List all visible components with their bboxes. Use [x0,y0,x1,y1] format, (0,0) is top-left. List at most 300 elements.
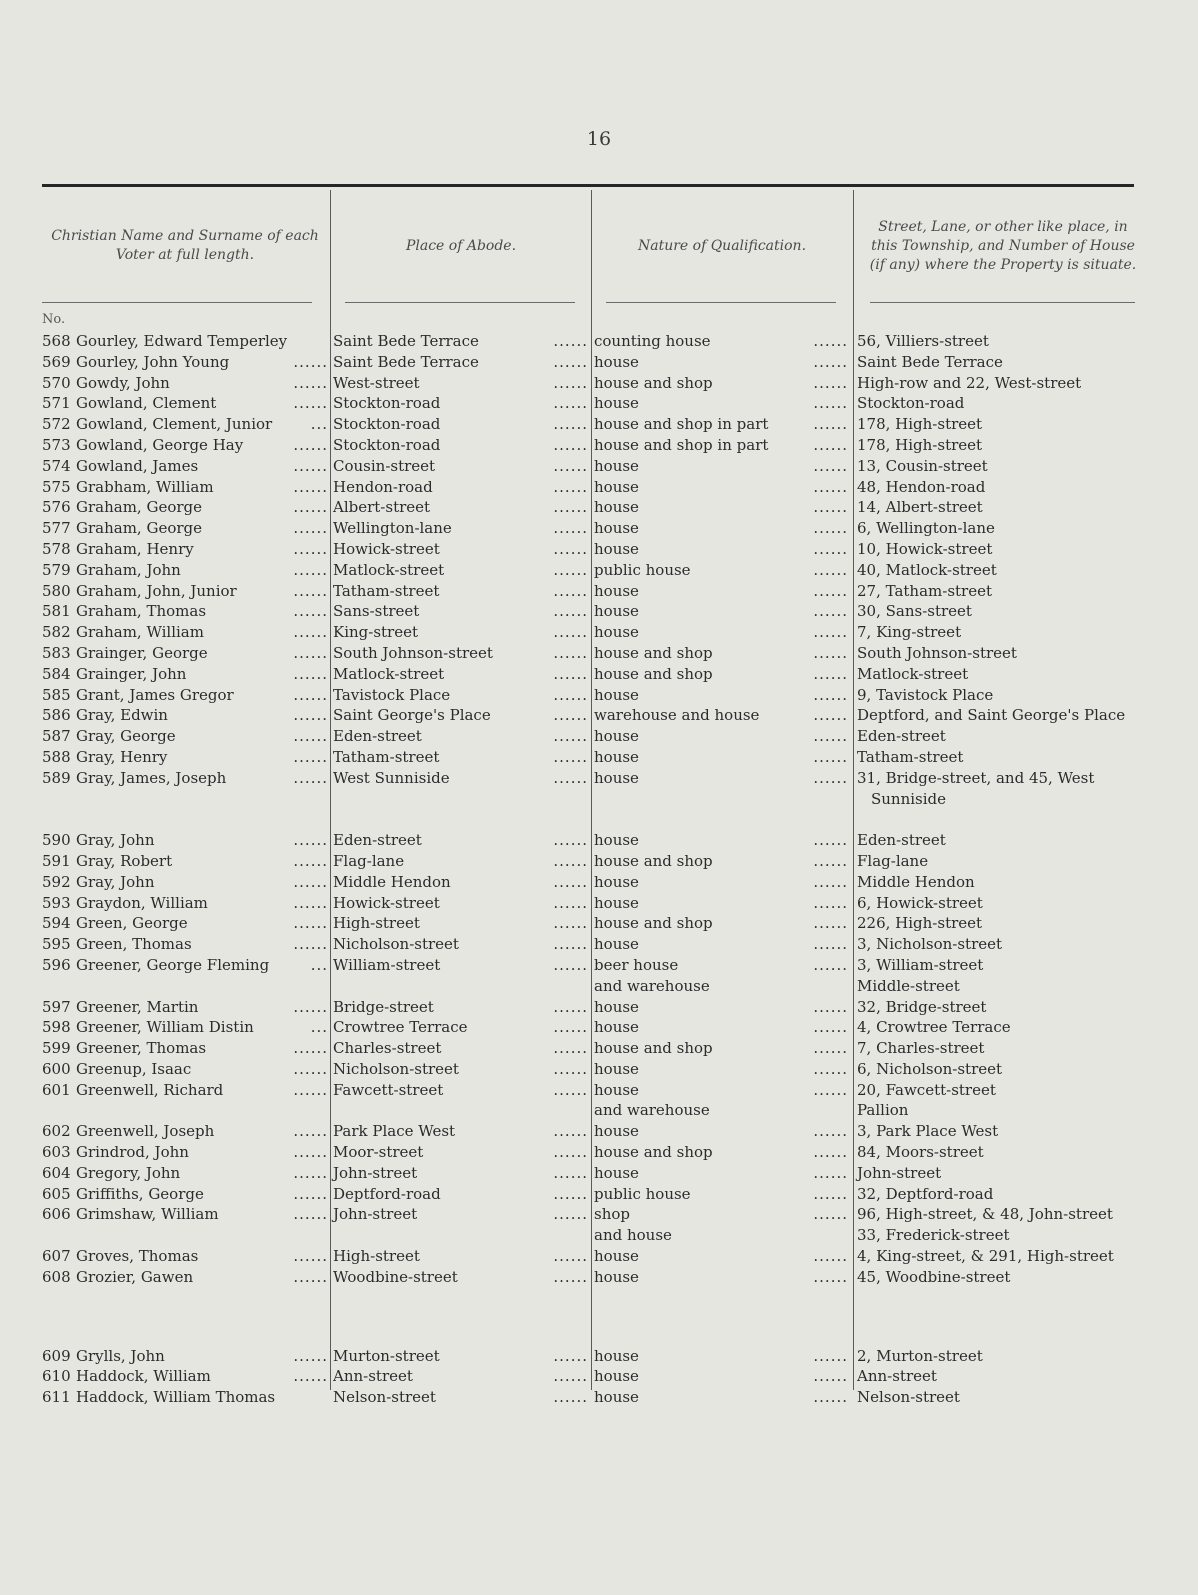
place-of-abode [333,497,590,518]
place-of-abode [333,477,590,498]
property-street-text: Pallion [857,1101,909,1120]
property-street-text: 3, Nicholson-street [857,935,1003,954]
dot-leader [848,1225,850,1246]
place-of-abode [333,1080,590,1101]
dot-leader: ...... [293,1059,328,1078]
header-qualification: Nature of Qualification. [637,237,807,254]
property-street [857,830,1147,851]
property-street-text: Matlock-street [857,664,969,683]
voter-name-text: Gowland, Clement, Junior [76,415,273,434]
qualification [594,747,850,768]
qualification [594,477,850,498]
place-of-abode [333,830,590,851]
dot-leader: ...... [813,685,848,704]
qualification [594,373,850,394]
voter-name [76,601,330,622]
qualification-text: shop [594,1205,630,1224]
voter-row [0,1246,1198,1267]
voter-name-text: Groves, Thomas [76,1247,199,1266]
voter-number: 607 [42,1247,71,1266]
voter-name-text: Gray, John [76,872,155,891]
qualification [594,664,850,685]
property-street [857,1017,1147,1038]
qualification-text: house and shop [594,373,713,392]
qualification [594,331,850,352]
place-of-abode-text: Middle Hendon [333,872,451,891]
property-street [857,352,1147,373]
qualification [594,1017,850,1038]
property-street-text: 14, Albert-street [857,498,983,517]
dot-leader: ...... [813,1039,848,1058]
qualification-text: public house [594,560,691,579]
qualification [594,726,850,747]
qualification [594,539,850,560]
dot-leader: ...... [553,1184,588,1203]
voter-row [0,560,1198,581]
dot-leader: ...... [293,623,328,642]
voter-name-text: Gowland, George Hay [76,435,244,454]
place-of-abode [333,1267,590,1288]
dot-leader: ...... [553,1163,588,1182]
dot-leader: ...... [553,477,588,496]
property-street [857,373,1147,394]
dot-leader: ...... [553,560,588,579]
number-column-label: No. [42,312,66,327]
place-of-abode [333,435,590,456]
property-street [857,1267,1147,1288]
dot-leader: ...... [553,914,588,933]
qualification [594,581,850,602]
dot-leader: ...... [553,893,588,912]
property-street [857,331,1147,352]
qualification [594,518,850,539]
dot-leader: ... [310,415,328,434]
voter-name [76,560,330,581]
voter-number: 599 [42,1039,71,1058]
qualification [594,643,850,664]
qualification [594,622,850,643]
property-street-text: 178, High-street [857,415,983,434]
property-street-text: 30, Sans-street [857,602,972,621]
voter-name-text: Haddock, William [76,1367,211,1386]
voter-name-text: Greener, Thomas [76,1039,207,1058]
voter-name [76,768,330,789]
voter-name-text: Gregory, John [76,1163,181,1182]
dot-leader: ...... [293,851,328,870]
voter-row [0,373,1198,394]
dot-leader: ...... [813,997,848,1016]
dot-leader: ...... [293,1122,328,1141]
voter-name-text: Gray, James, Joseph [76,768,227,787]
place-of-abode [333,643,590,664]
voter-number: 585 [42,685,71,704]
qualification-text: house [594,872,639,891]
dot-leader: ...... [553,997,588,1016]
voter-name [76,622,330,643]
dot-leader: ...... [553,519,588,538]
property-street [857,1246,1147,1267]
place-of-abode [333,872,590,893]
dot-leader: ...... [293,602,328,621]
qualification-text: house [594,768,639,787]
dot-leader: ...... [293,456,328,475]
voter-row [0,872,1198,893]
voter-name-text: Haddock, William Thomas [76,1388,276,1407]
dot-leader: ...... [813,1122,848,1141]
voter-row [0,664,1198,685]
top-rule [42,184,1134,187]
property-street-text: 6, Nicholson-street [857,1059,1003,1078]
place-of-abode-text: Matlock-street [333,664,445,683]
voter-name [76,1017,330,1038]
dot-leader: ...... [553,1059,588,1078]
voter-name [76,1059,330,1080]
voter-name [76,1267,330,1288]
voter-row [0,1204,1198,1225]
voter-name [76,393,330,414]
property-street [857,872,1147,893]
place-of-abode [333,997,590,1018]
voter-name-text: Greener, William Distin [76,1018,254,1037]
property-street-text: 84, Moors-street [857,1143,984,1162]
voter-row [0,393,1198,414]
voter-name-text: Grant, James Gregor [76,685,234,704]
voter-row [0,581,1198,602]
qualification [594,456,850,477]
voter-row [0,456,1198,477]
place-of-abode [333,1059,590,1080]
voter-number: 604 [42,1163,71,1182]
header-rule-1 [42,302,312,303]
dot-leader: ...... [813,1388,848,1407]
dot-leader: ...... [293,1080,328,1099]
property-street-text: South Johnson-street [857,643,1017,662]
qualification-text: house and shop [594,851,713,870]
qualification [594,1225,850,1246]
qualification-text: house and shop in part [594,435,769,454]
property-street [857,435,1147,456]
place-of-abode [333,331,590,352]
voter-row [0,830,1198,851]
qualification [594,1100,850,1121]
dot-leader: ...... [553,851,588,870]
dot-leader: ...... [813,893,848,912]
property-street [857,685,1147,706]
place-of-abode-text: Wellington-lane [333,519,452,538]
voter-number: 579 [42,560,71,579]
header-place-of-abode: Place of Abode. [405,237,517,254]
qualification [594,497,850,518]
property-street [857,414,1147,435]
place-of-abode [333,581,590,602]
dot-leader: ...... [813,623,848,642]
dot-leader: ...... [293,706,328,725]
dot-leader: ...... [553,706,588,725]
dot-leader: ...... [293,498,328,517]
place-of-abode-text: Tatham-street [333,581,440,600]
voter-row [0,1184,1198,1205]
voter-name-text: Greenwell, Richard [76,1080,224,1099]
qualification [594,560,850,581]
place-of-abode-text: Moor-street [333,1143,424,1162]
property-street [857,1121,1147,1142]
dot-leader: ...... [813,727,848,746]
property-street [857,456,1147,477]
qualification-text: house [594,602,639,621]
voter-number: 602 [42,1122,71,1141]
qualification [594,1038,850,1059]
property-street [857,1204,1147,1225]
qualification-text: house [594,1247,639,1266]
dot-leader: ...... [553,1039,588,1058]
voter-name [76,477,330,498]
place-of-abode [333,1184,590,1205]
property-street [857,497,1147,518]
dot-leader: ...... [293,1367,328,1386]
property-street [857,1038,1147,1059]
voter-number: 595 [42,935,71,954]
place-of-abode-text: Nicholson-street [333,1059,459,1078]
qualification [594,893,850,914]
property-street [857,1387,1147,1408]
voter-name [76,1246,330,1267]
qualification [594,1346,850,1367]
property-street [857,477,1147,498]
dot-leader: ...... [293,1163,328,1182]
place-of-abode-text: Charles-street [333,1039,442,1058]
voter-name [76,497,330,518]
property-street [857,1225,1147,1246]
qualification-text: house and shop [594,1039,713,1058]
qualification-text: house [594,1122,639,1141]
property-street-text: 32, Deptford-road [857,1184,994,1203]
place-of-abode-text: King-street [333,623,419,642]
dot-leader: ...... [293,394,328,413]
dot-leader: ...... [813,914,848,933]
property-street [857,726,1147,747]
qualification [594,601,850,622]
qualification-text: house [594,1059,639,1078]
qualification-text: beer house [594,955,679,974]
property-street-text: John-street [857,1163,942,1182]
voter-number: 610 [42,1367,71,1386]
property-street [857,1142,1147,1163]
property-street [857,934,1147,955]
property-street [857,768,1147,810]
voter-name [76,664,330,685]
place-of-abode [333,664,590,685]
voter-row [0,685,1198,706]
dot-leader: ...... [553,581,588,600]
dot-leader: ...... [293,664,328,683]
voter-name-text: Gourley, Edward Temperley [76,332,288,350]
property-street-text: 27, Tatham-street [857,581,993,600]
voter-number: 578 [42,539,71,558]
property-street-text: 13, Cousin-street [857,456,988,475]
place-of-abode [333,1163,590,1184]
qualification [594,685,850,706]
voter-row [0,913,1198,934]
qualification [594,976,850,997]
voter-name [76,997,330,1018]
place-of-abode [333,1142,590,1163]
dot-leader [275,1387,330,1408]
qualification [594,1267,850,1288]
voter-name [76,1080,330,1101]
voter-number: 580 [42,581,71,600]
voter-number: 605 [42,1184,71,1203]
voter-row [0,1142,1198,1163]
voter-row [0,601,1198,622]
dot-leader: ...... [813,1247,848,1266]
voter-name [76,1366,330,1387]
dot-leader: ...... [813,768,848,787]
qualification [594,1204,850,1225]
voter-number: 597 [42,997,71,1016]
header-rule-3 [606,302,836,303]
voter-name [76,1346,330,1367]
qualification-text: house [594,1163,639,1182]
property-street-text: Tatham-street [857,747,964,766]
qualification [594,1142,850,1163]
property-street [857,1059,1147,1080]
place-of-abode-text: High-street [333,1247,420,1266]
place-of-abode [333,851,590,872]
dot-leader: ...... [293,727,328,746]
qualification [594,851,850,872]
place-of-abode-text: Hendon-road [333,477,433,496]
place-of-abode [333,352,590,373]
qualification [594,1080,850,1101]
qualification-text: house [594,519,639,538]
voter-name [76,581,330,602]
dot-leader: ...... [553,1267,588,1286]
voter-name [76,893,330,914]
property-street [857,1184,1147,1205]
place-of-abode-text: West Sunniside [333,768,450,787]
property-street [857,518,1147,539]
voter-name-text: Gray, John [76,831,155,850]
place-of-abode-text: West-street [333,373,420,392]
dot-leader: ...... [553,623,588,642]
voter-number: 583 [42,643,71,662]
dot-leader: ...... [553,1346,588,1365]
voter-row [0,352,1198,373]
property-street-text: 2, Murton-street [857,1346,983,1365]
dot-leader: ...... [553,831,588,850]
place-of-abode-text: John-street [333,1163,418,1182]
dot-leader: ... [310,955,328,974]
property-street-text: 20, Fawcett-street [857,1080,996,1099]
property-street-text: 7, King-street [857,623,962,642]
voter-number: 581 [42,602,71,621]
voter-row [0,1100,1198,1121]
dot-leader: ...... [293,1247,328,1266]
qualification-text: house [594,539,639,558]
place-of-abode-text: Crowtree Terrace [333,1018,468,1037]
place-of-abode-text: John-street [333,1205,418,1224]
dot-leader: ...... [813,872,848,891]
voter-name-text: Graham, Thomas [76,602,207,621]
qualification [594,768,850,789]
place-of-abode [333,393,590,414]
qualification-text: house [594,685,639,704]
voter-row [0,1038,1198,1059]
place-of-abode [333,622,590,643]
property-street-text: 40, Matlock-street [857,560,997,579]
page-number: 16 [586,128,612,150]
dot-leader: ...... [813,1018,848,1037]
property-street [857,539,1147,560]
dot-leader: ...... [813,581,848,600]
voter-row [0,976,1198,997]
voter-row [0,1080,1198,1101]
voter-number: 582 [42,623,71,642]
qualification-text: house [594,477,639,496]
voter-name [76,456,330,477]
property-street [857,1163,1147,1184]
property-street-text: 56, Villiers-street [857,332,989,350]
dot-leader: ...... [813,415,848,434]
voter-name-text: Greener, George Fleming [76,955,270,974]
place-of-abode [333,768,590,789]
place-of-abode [333,1387,590,1408]
voter-row [0,893,1198,914]
voter-name [76,872,330,893]
voter-name-text: Grylls, John [76,1346,165,1365]
dot-leader: ...... [293,768,328,787]
voter-name-text: Graham, John [76,560,181,579]
voter-name-text: Griffiths, George [76,1184,204,1203]
header-rule-2 [345,302,575,303]
voter-name [76,1184,330,1205]
place-of-abode [333,1346,590,1367]
property-street-text: 4, King-street, & 291, High-street [857,1247,1114,1266]
dot-leader: ...... [293,1184,328,1203]
voter-number: 576 [42,498,71,517]
dot-leader: ...... [813,706,848,725]
qualification [594,352,850,373]
place-of-abode [333,893,590,914]
voter-name-text: Graham, John, Junior [76,581,237,600]
property-street-text: 45, Woodbine-street [857,1267,1011,1286]
voter-name [76,414,330,435]
voter-name [76,331,330,352]
place-of-abode-text: Cousin-street [333,456,436,475]
voter-name [76,352,330,373]
property-street-text: 7, Charles-street [857,1039,985,1058]
dot-leader [848,1100,850,1121]
voter-list [0,331,1198,1408]
qualification [594,913,850,934]
dot-leader: ...... [293,581,328,600]
property-street-text: 6, Wellington-lane [857,519,995,538]
voter-row [0,934,1198,955]
place-of-abode [333,560,590,581]
dot-leader: ...... [553,1247,588,1266]
qualification [594,934,850,955]
property-street-continuation: Sunniside [871,789,947,808]
voter-number: 592 [42,872,71,891]
dot-leader: ...... [553,352,588,371]
qualification [594,414,850,435]
qualification-text: house [594,747,639,766]
qualification [594,830,850,851]
dot-leader: ...... [293,435,328,454]
qualification-text: house [594,1367,639,1386]
voter-row [0,331,1198,352]
place-of-abode-text: Eden-street [333,727,422,746]
